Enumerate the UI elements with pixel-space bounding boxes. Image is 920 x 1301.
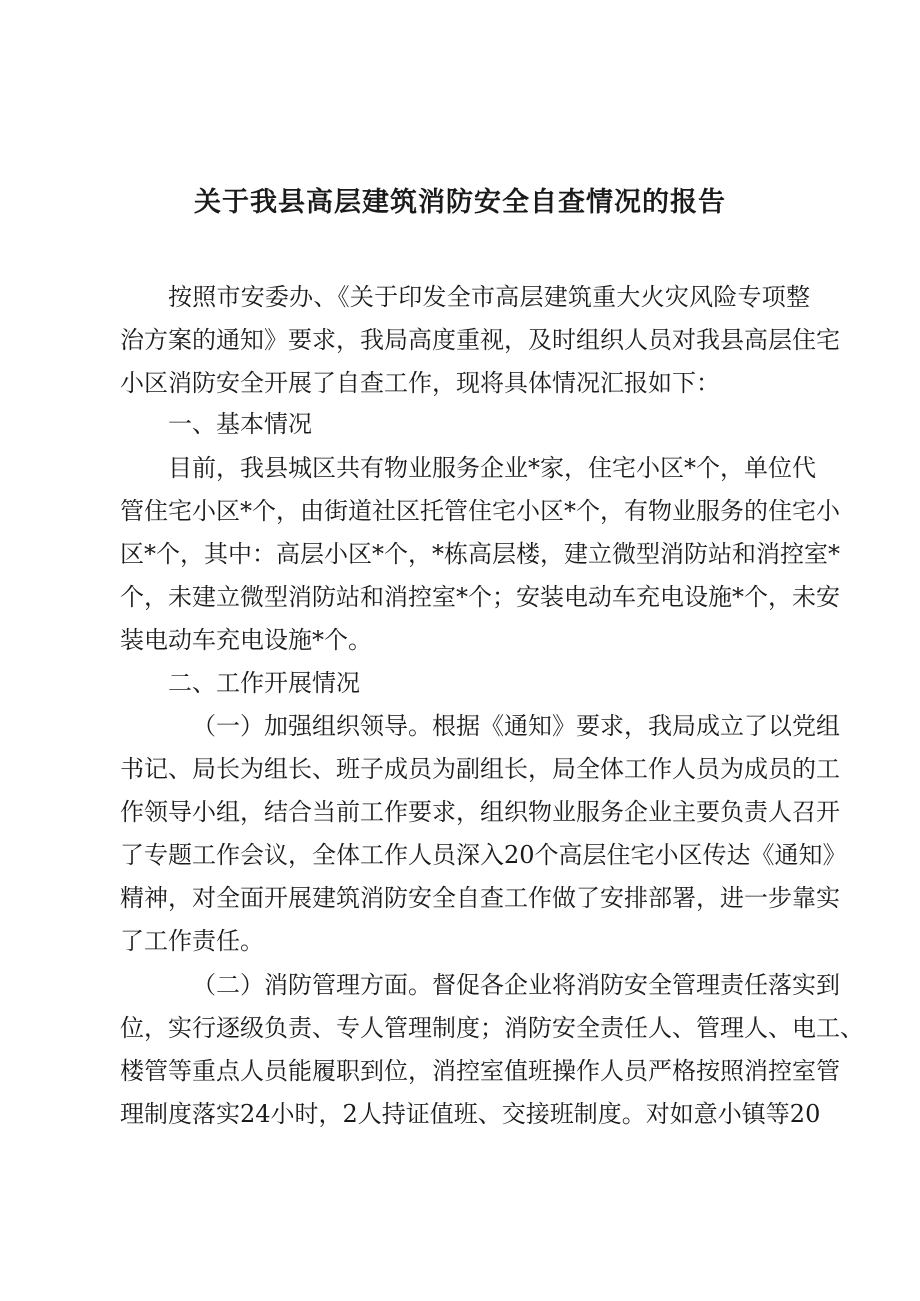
section2-para1-line-2: 书记、局长为组长、班子成员为副组长，局全体工作人员为成员的工 bbox=[120, 755, 840, 783]
section2-para2-line-4: 理制度落实24小时，2人持证值班、交接班制度。对如意小镇等20 bbox=[120, 1100, 821, 1128]
section2-para1-line-3: 作领导小组，结合当前工作要求，组织物业服务企业主要负责人召开 bbox=[120, 798, 840, 826]
section2-para2-line-2: 位，实行逐级负责、专人管理制度；消防安全责任人、管理人、电工、 bbox=[120, 1014, 864, 1042]
section2-para2-line-1: （二）消防管理方面。督促各企业将消防安全管理责任落实到 bbox=[192, 971, 840, 999]
section2-para2-line-3: 楼管等重点人员能履职到位，消控室值班操作人员严格按照消控室管 bbox=[120, 1057, 840, 1085]
section2-para1-line-1: （一）加强组织领导。根据《通知》要求，我局成立了以党组 bbox=[192, 712, 840, 740]
section2-para1-line-5: 精神，对全面开展建筑消防安全自查工作做了安排部署，进一步靠实 bbox=[120, 884, 840, 912]
section1-heading: 一、基本情况 bbox=[168, 410, 312, 438]
section2-para1-line-4: 了专题工作会议，全体工作人员深入20个高层住宅小区传达《通知》 bbox=[120, 841, 847, 869]
section2-para1-line-6: 了工作责任。 bbox=[120, 927, 264, 955]
intro-line-1: 按照市安委办、《关于印发全市高层建筑重大火灾风险专项整 bbox=[168, 283, 810, 311]
document-title: 关于我县高层建筑消防安全自查情况的报告 bbox=[194, 187, 726, 218]
section1-line-4: 个，未建立微型消防站和消控室*个；安装电动车充电设施*个，未安 bbox=[120, 583, 840, 611]
section1-line-2: 管住宅小区*个，由街道社区托管住宅小区*个，有物业服务的住宅小 bbox=[120, 497, 840, 525]
section1-line-5: 装电动车充电设施*个。 bbox=[120, 626, 372, 654]
section1-line-1: 目前，我县城区共有物业服务企业*家，住宅小区*个，单位代 bbox=[168, 454, 816, 482]
intro-line-2: 治方案的通知》要求，我局高度重视，及时组织人员对我县高层住宅 bbox=[120, 326, 840, 354]
intro-line-3: 小区消防安全开展了自查工作，现将具体情况汇报如下： bbox=[120, 369, 720, 397]
section1-line-3: 区*个，其中：高层小区*个，*栋高层楼，建立微型消防站和消控室* bbox=[120, 540, 840, 568]
section2-heading: 二、工作开展情况 bbox=[168, 669, 360, 697]
